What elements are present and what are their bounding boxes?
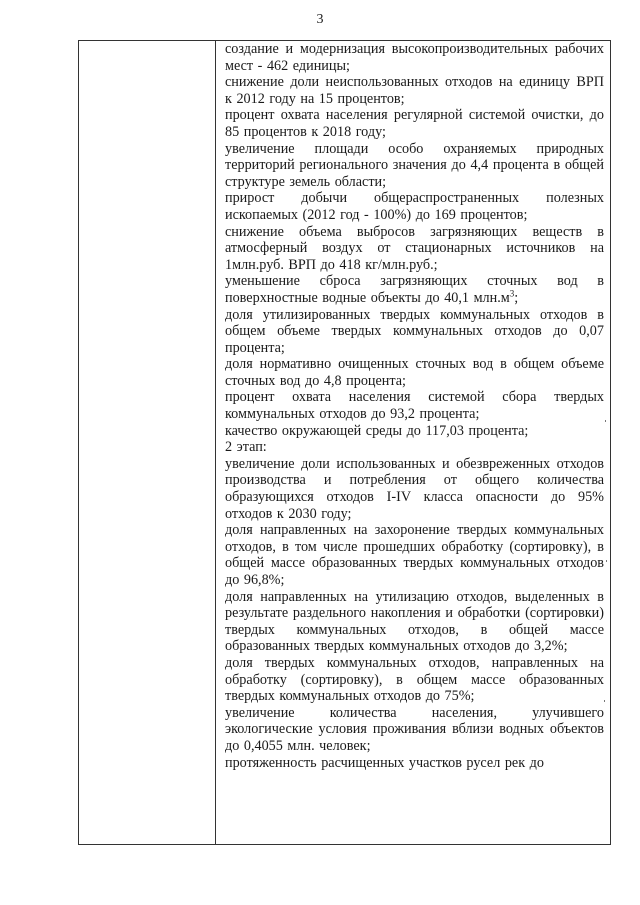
list-item: доля направленных на захоронение твердых коммунальных отходов, в том числе прошедших обработку (сортировку), в общей массе образованных твердых коммунальных отходов до 96,8%; bbox=[225, 522, 604, 588]
table-right-column bbox=[216, 41, 610, 844]
list-item: увеличение количества населения, улучившего экологические условия проживания вблизи водных объектов до 0,4055 млн. человек; bbox=[225, 704, 604, 754]
list-item: процент охвата населения регулярной системой очистки, до 85 процентов к 2018 году; bbox=[225, 107, 604, 140]
item-text: уменьшение сброса загрязняющих сточных вод в поверхностные водные объекты до 40,1 млн.м bbox=[225, 273, 604, 306]
list-item: увеличение площади особо охраняемых природных территорий регионального значения до 4,4 процента в общей структуре земель области; bbox=[225, 140, 604, 190]
list-item: процент охвата населения системой сбора твердых коммунальных отходов до 93,2 процента; bbox=[225, 389, 604, 423]
list-item: прирост добычи общераспространенных полезных ископаемых (2012 год - 100%) до 169 процентов; bbox=[225, 190, 604, 223]
list-item: снижение объема выбросов загрязняющих веществ в атмосферный воздух от стационарных источников на 1млн.руб. ВРП до 418 кг/млн.руб.; bbox=[225, 223, 604, 273]
list-item: увеличение доли использованных и обезвреженных отходов производства и потребления от общего количества образующихся отходов I-IV класса опасности до 95% отходов к 2030 году; bbox=[225, 455, 604, 522]
table-left-column bbox=[79, 41, 216, 844]
list-item: снижение доли неиспользованных отходов на единицу ВРП к 2012 году на 15 процентов; bbox=[225, 74, 604, 107]
list-item: доля направленных на утилизацию отходов, выделенных в результате раздельного накопления и обработки (сортировки) твердых коммунальных отходов, в общей массе образованных твердых коммунальных отходов до 3,2%; bbox=[225, 588, 604, 655]
list-item: доля твердых коммунальных отходов, направленных на обработку (сортировку), в общем массе образованных твердых коммунальных отходов до 75%; bbox=[225, 654, 604, 705]
scan-speck bbox=[605, 420, 606, 422]
list-item: качество окружающей среды до 117,03 процента; bbox=[225, 422, 529, 439]
page-number: 3 bbox=[316, 12, 324, 27]
scan-speck bbox=[606, 560, 607, 562]
superscript: 3 bbox=[509, 288, 515, 299]
scan-speck bbox=[604, 700, 605, 702]
list-item: протяженность расчищенных участков русел рек до bbox=[225, 754, 544, 771]
list-item: создание и модернизация высокопроизводительных рабочих мест - 462 единицы; bbox=[225, 41, 604, 74]
stage-heading: 2 этап: bbox=[225, 439, 267, 456]
list-item bbox=[225, 273, 604, 306]
indicators-table bbox=[78, 40, 611, 845]
item-text-end: ; bbox=[514, 289, 519, 306]
list-item: доля утилизированных твердых коммунальных отходов в общем объеме твердых коммунальных отходов до 0,07 процента; bbox=[225, 306, 604, 356]
list-item: доля нормативно очищенных сточных вод в общем объеме сточных вод до 4,8 процента; bbox=[225, 356, 604, 389]
